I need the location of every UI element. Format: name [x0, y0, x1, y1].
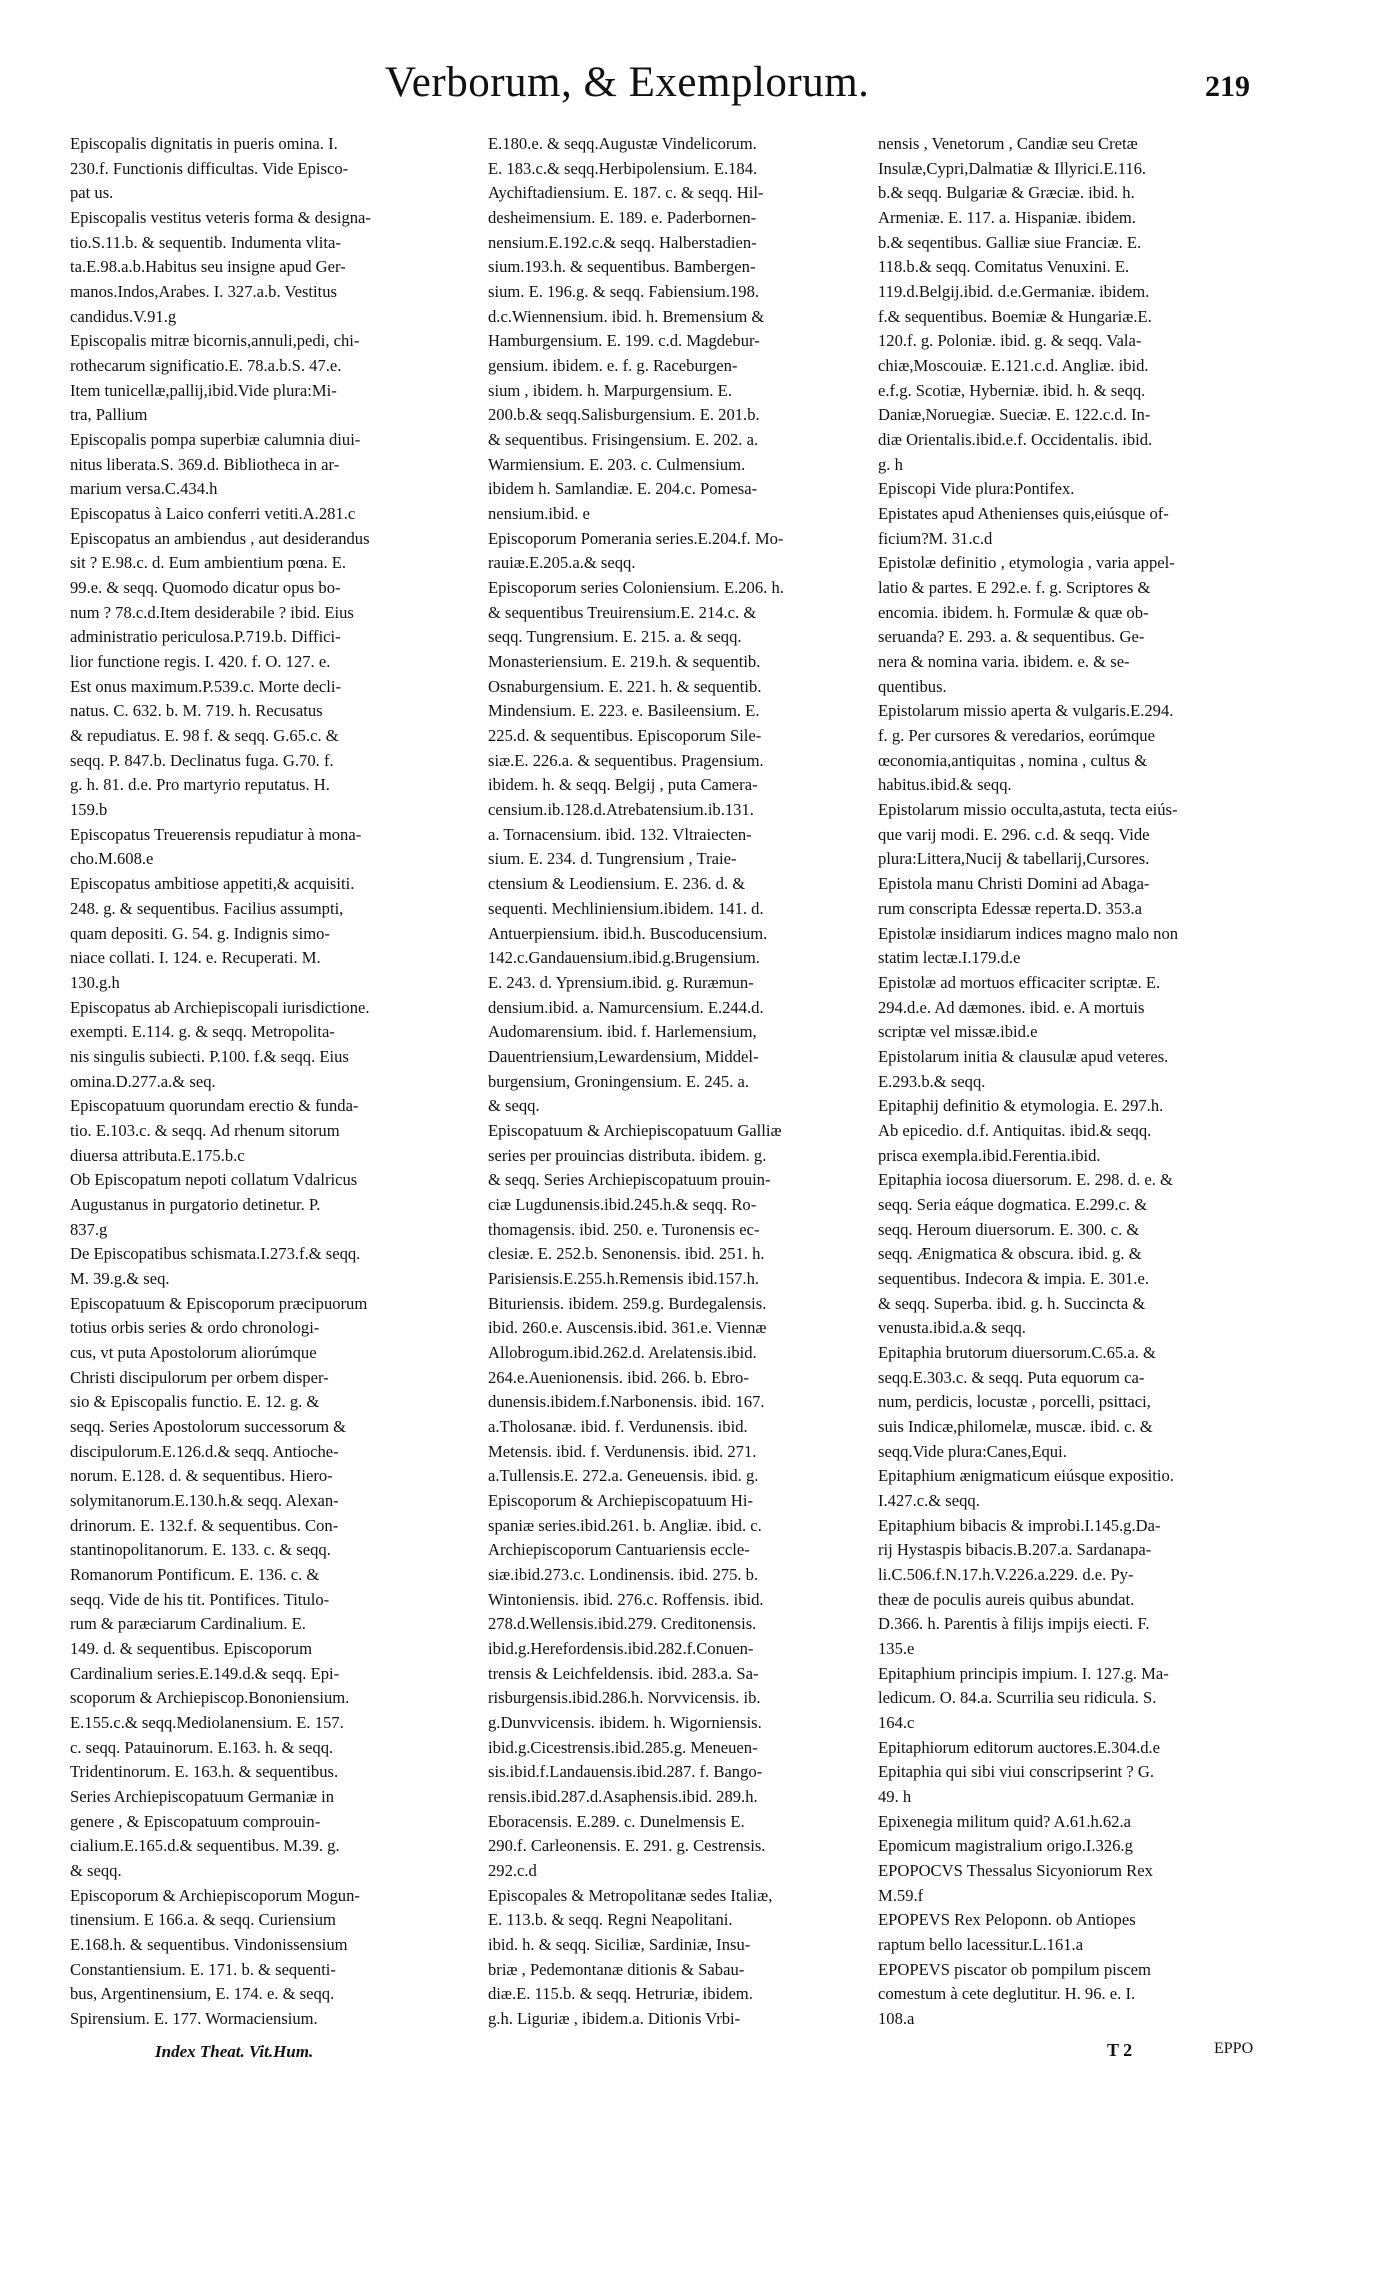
- index-line: ibid. 260.e. Auscensis.ibid. 361.e. Viennæ: [488, 1318, 767, 1338]
- index-line: Episcoporum & Archiepiscoporum Mogun-: [70, 1885, 360, 1905]
- index-line: Ab epicedio. d.f. Antiquitas. ibid.& seqq.: [878, 1120, 1152, 1140]
- index-line: burgensium, Groningensium. E. 245. a.: [488, 1071, 750, 1091]
- index-line: Monasteriensium. E. 219.h. & sequentib.: [488, 652, 761, 672]
- index-line: 119.d.Belgij.ibid. d.e.Germaniæ. ibidem.: [878, 282, 1150, 302]
- index-line: rauiæ.E.205.a.& seqq.: [488, 553, 636, 573]
- index-line: g.h. Liguriæ , ibidem.a. Ditionis Vrbi-: [488, 2009, 741, 2029]
- index-line: densium.ibid. a. Namurcensium. E.244.d.: [488, 997, 764, 1017]
- index-line: M.59.f: [878, 1885, 924, 1905]
- index-line: tio.S.11.b. & sequentib. Indumenta vlita-: [70, 232, 341, 252]
- index-line: f.& sequentibus. Boemiæ & Hungariæ.E.: [878, 306, 1152, 326]
- index-line: g. h: [878, 454, 903, 474]
- index-line: marium versa.C.434.h: [70, 479, 218, 499]
- index-line: tio. E.103.c. & seqq. Ad rhenum sitorum: [70, 1120, 340, 1140]
- index-line: 230.f. Functionis difficultas. Vide Episco-: [70, 158, 349, 178]
- index-line: series per prouincias distributa. ibidem. g.: [488, 1145, 767, 1165]
- index-line: & sequentibus Treuirensium.E. 214.c. &: [488, 602, 757, 622]
- index-line: ctensium & Leodiensium. E. 236. d. &: [488, 874, 746, 894]
- index-line: 130.g.h: [70, 972, 120, 992]
- index-line: ficium?M. 31.c.d: [878, 528, 993, 548]
- index-line: 248. g. & sequentibus. Facilius assumpti,: [70, 898, 344, 918]
- index-line: Warmiensium. E. 203. c. Culmensium.: [488, 454, 746, 474]
- index-line: stantinopolitanorum. E. 133. c. & seqq.: [70, 1540, 331, 1560]
- index-line: 120.f. g. Poloniæ. ibid. g. & seqq. Vala-: [878, 331, 1142, 351]
- index-line: Epitaphium ænigmaticum eiúsque expositio.: [878, 1466, 1174, 1486]
- index-line: Augustanus in purgatorio detinetur. P.: [70, 1194, 321, 1214]
- index-line: nensis , Venetorum , Candiæ seu Cretæ: [878, 134, 1138, 153]
- index-line: 149. d. & sequentibus. Episcoporum: [70, 1638, 312, 1658]
- index-line: c. seqq. Patauinorum. E.163. h. & seqq.: [70, 1737, 334, 1757]
- index-line: D.366. h. Parentis à filijs impijs eiecti. F.: [878, 1614, 1150, 1634]
- index-line: rensis.ibid.287.d.Asaphensis.ibid. 289.h.: [488, 1787, 758, 1807]
- index-line: Osnaburgensium. E. 221. h. & sequentib.: [488, 676, 762, 696]
- index-line: Item tunicellæ,pallij,ibid.Vide plura:Mi-: [70, 380, 337, 400]
- index-line: & seqq. Superba. ibid. g. h. Succincta &: [878, 1293, 1146, 1313]
- index-line: diuersa attributa.E.175.b.c: [70, 1145, 245, 1165]
- index-line: natus. C. 632. b. M. 719. h. Recusatus: [70, 701, 323, 721]
- index-line: quam depositi. G. 54. g. Indignis simo-: [70, 923, 330, 943]
- index-line: Antuerpiensium. ibid.h. Buscoducensium.: [488, 923, 768, 943]
- index-line: Episcopatuum & Archiepiscopatuum Galliæ: [488, 1120, 782, 1140]
- index-line: li.C.506.f.N.17.h.V.226.a.229. d.e. Py-: [878, 1564, 1134, 1584]
- index-line: E.155.c.& seqq.Mediolanensium. E. 157.: [70, 1713, 344, 1732]
- page-number: 219: [1205, 70, 1250, 103]
- index-line: sio & Episcopalis functio. E. 12. g. &: [70, 1392, 320, 1412]
- index-line: seqq. Vide de his tit. Pontifices. Titulo-: [70, 1589, 330, 1609]
- index-line: candidus.V.91.g: [70, 306, 177, 326]
- index-line: sium , ibidem. h. Marpurgensium. E.: [488, 380, 732, 400]
- index-line: sis.ibid.f.Landauensis.ibid.287. f. Bango-: [488, 1762, 763, 1782]
- index-line: cialium.E.165.d.& sequentibus. M.39. g.: [70, 1836, 340, 1856]
- index-line: 837.g: [70, 1219, 108, 1239]
- running-title: Verborum, & Exemplorum.: [385, 59, 870, 106]
- index-line: Epitaphium principis impium. I. 127.g. Ma-: [878, 1663, 1169, 1683]
- index-line: seqq. Series Apostolorum successorum &: [70, 1416, 347, 1436]
- index-line: sium.193.h. & sequentibus. Bambergen-: [488, 257, 756, 277]
- index-line: encomia. ibidem. h. Formulæ & quæ ob-: [878, 602, 1149, 622]
- index-line: & seqq.: [488, 1096, 540, 1116]
- index-line: 200.b.& seqq.Salisburgensium. E. 201.b.: [488, 405, 760, 425]
- index-line: Episcoporum Pomerania series.E.204.f. Mo-: [488, 528, 784, 548]
- index-line: Epistolæ insidiarum indices magno malo non: [878, 923, 1179, 943]
- index-line: seqq. Seria eáque dogmatica. E.299.c. &: [878, 1194, 1148, 1214]
- index-line: drinorum. E. 132.f. & sequentibus. Con-: [70, 1515, 339, 1535]
- index-line: Metensis. ibid. f. Verdunensis. ibid. 271.: [488, 1441, 757, 1461]
- index-line: Epistates apud Athenienses quis,eiúsque of-: [878, 504, 1169, 524]
- index-line: genere , & Episcopatuum comprouin-: [70, 1811, 321, 1831]
- index-line: num ? 78.c.d.Item desiderabile ? ibid. Eius: [70, 602, 354, 622]
- index-line: Epistola manu Christi Domini ad Abaga-: [878, 874, 1150, 894]
- index-line: sium. E. 196.g. & seqq. Fabiensium.198.: [488, 282, 760, 302]
- index-line: Spirensium. E. 177. Wormaciensium.: [70, 2009, 318, 2029]
- index-column-2: [488, 132, 854, 2032]
- index-line: Constantiensium. E. 171. b. & sequenti-: [70, 1959, 336, 1979]
- index-line: comestum à cete deglutitur. H. 96. e. I.: [878, 1984, 1136, 2004]
- index-line: sium. E. 234. d. Tungrensium , Traie-: [488, 849, 737, 869]
- book-title-footer: Index Theat. Vit.Hum.: [155, 2042, 314, 2061]
- index-line: EPOPOCVS Thessalus Sicyoniorum Rex: [878, 1861, 1153, 1881]
- index-line: Epitaphij definitio & etymologia. E. 297.h.: [878, 1096, 1164, 1116]
- index-line: Romanorum Pontificum. E. 136. c. &: [70, 1564, 320, 1584]
- index-line: Allobrogum.ibid.262.d. Arelatensis.ibid.: [488, 1342, 757, 1362]
- index-line: & repudiatus. E. 98 f. & seqq. G.65.c. &: [70, 726, 339, 746]
- index-line: ciæ Lugdunensis.ibid.245.h.& seqq. Ro-: [488, 1194, 757, 1214]
- index-line: Cardinalium series.E.149.d.& seqq. Epi-: [70, 1663, 340, 1683]
- index-line: nitus liberata.S. 369.d. Bibliotheca in ar-: [70, 454, 340, 474]
- index-line: Eboracensis. E.289. c. Dunelmensis E.: [488, 1811, 745, 1831]
- index-line: sit ? E.98.c. d. Eum ambientium pœna. E.: [70, 553, 347, 573]
- index-line: & seqq. Series Archiepiscopatuum prouin-: [488, 1170, 771, 1190]
- index-line: Episcopatus an ambiendus , aut desiderandus: [70, 528, 370, 548]
- index-line: Episcopatus Treuerensis repudiatur à mona-: [70, 824, 362, 844]
- index-line: nera & nomina varia. ibidem. e. & se-: [878, 652, 1130, 672]
- index-line: administratio periculosa.P.719.b. Diffici-: [70, 627, 341, 647]
- index-line: 290.f. Carleonensis. E. 291. g. Cestrensis.: [488, 1836, 766, 1856]
- index-line: seqq. Ænigmatica & obscura. ibid. g. &: [878, 1244, 1142, 1264]
- index-line: I.427.c.& seqq.: [878, 1490, 980, 1510]
- index-line: Christi discipulorum per orbem disper-: [70, 1367, 329, 1387]
- index-line: 164.c: [878, 1713, 915, 1732]
- index-line: 159.b: [70, 800, 108, 820]
- index-line: E.180.e. & seqq.Augustæ Vindelicorum.: [488, 134, 757, 153]
- index-line: ibid.g.Cicestrensis.ibid.285.g. Meneuen-: [488, 1737, 758, 1757]
- index-line: Dauentriensium,Lewardensium, Middel-: [488, 1046, 759, 1066]
- index-line: plura:Littera,Nucij & tabellarij,Cursores.: [878, 849, 1150, 869]
- index-line: scoporum & Archiepiscop.Bononiensium.: [70, 1688, 350, 1708]
- index-line: habitus.ibid.& seqq.: [878, 775, 1012, 795]
- index-line: nensium.ibid. e: [488, 504, 590, 524]
- index-line: scriptæ vel missæ.ibid.e: [878, 1022, 1038, 1042]
- index-line: Epitaphia qui sibi viui conscripserint ? G.: [878, 1762, 1155, 1782]
- index-line: sequentibus. Indecora & impia. E. 301.e.: [878, 1268, 1149, 1288]
- index-line: Epitaphiorum editorum auctores.E.304.d.e: [878, 1737, 1161, 1757]
- index-line: E. 113.b. & seqq. Regni Neapolitani.: [488, 1910, 733, 1930]
- index-line: discipulorum.E.126.d.& seqq. Antioche-: [70, 1441, 339, 1461]
- index-line: Episcopalis mitræ bicornis,annuli,pedi, chi-: [70, 331, 360, 351]
- index-line: ibid.g.Herefordensis.ibid.282.f.Conuen-: [488, 1638, 754, 1658]
- index-line: manos.Indos,Arabes. I. 327.a.b. Vestitus: [70, 282, 338, 302]
- index-line: Episcopatus ambitiose appetiti,& acquisiti.: [70, 874, 355, 894]
- index-line: Bituriensis. ibidem. 259.g. Burdegalensis.: [488, 1293, 767, 1313]
- index-line: Episcopalis vestitus veteris forma & designa-: [70, 208, 371, 228]
- index-line: & seqq.: [70, 1861, 122, 1881]
- index-line: 142.c.Gandauensium.ibid.g.Brugensium.: [488, 948, 760, 968]
- index-line: œconomia,antiquitas , nomina , cultus &: [878, 750, 1148, 770]
- index-line: norum. E.128. d. & sequentibus. Hiero-: [70, 1466, 333, 1486]
- index-line: Archiepiscoporum Cantuariensis eccle-: [488, 1540, 750, 1560]
- index-line: tinensium. E 166.a. & seqq. Curiensium: [70, 1910, 336, 1930]
- index-line: E.168.h. & sequentibus. Vindonissensium: [70, 1935, 348, 1955]
- index-line: a.Tholosanæ. ibid. f. Verdunensis. ibid.: [488, 1416, 748, 1436]
- index-column-1: [70, 132, 430, 2032]
- index-line: latio & partes. E 292.e. f. g. Scriptores &: [878, 578, 1151, 598]
- index-line: 135.e: [878, 1638, 915, 1658]
- index-line: ledicum. O. 84.a. Scurrilia seu ridicula. S.: [878, 1688, 1157, 1708]
- index-line: thomagensis. ibid. 250. e. Turonensis ec-: [488, 1219, 760, 1239]
- index-line: e.f.g. Scotiæ, Hyberniæ. ibid. h. & seqq.: [878, 380, 1146, 400]
- index-line: b.& seqq. Bulgariæ & Græciæ. ibid. h.: [878, 183, 1135, 203]
- index-line: num, perdicis, locustæ , porcelli, psittaci,: [878, 1392, 1151, 1412]
- index-line: Wintoniensis. ibid. 276.c. Roffensis. ibid.: [488, 1589, 764, 1609]
- index-line: Parisiensis.E.255.h.Remensis ibid.157.h.: [488, 1268, 760, 1288]
- index-line: Episcopalis dignitatis in pueris omina. I.: [70, 134, 338, 153]
- index-line: rij Hystaspis bibacis.B.207.a. Sardanapa-: [878, 1540, 1152, 1560]
- index-line: pat us.: [70, 183, 114, 203]
- index-line: niace collati. I. 124. e. Recuperati. M.: [70, 948, 321, 968]
- index-line: Episcopatuum quorundam erectio & funda-: [70, 1096, 359, 1116]
- index-line: E. 183.c.& seqq.Herbipolensium. E.184.: [488, 158, 758, 178]
- index-line: 294.d.e. Ad dæmones. ibid. e. A mortuis: [878, 997, 1145, 1017]
- index-line: desheimensium. E. 189. e. Paderbornen-: [488, 208, 757, 228]
- index-line: Epixenegia militum quid? A.61.h.62.a: [878, 1811, 1132, 1831]
- index-line: 292.c.d: [488, 1861, 537, 1881]
- index-line: cus, vt puta Apostolorum aliorúmque: [70, 1342, 317, 1362]
- index-line: seqq. Tungrensium. E. 215. a. & seqq.: [488, 627, 742, 647]
- index-line: venusta.ibid.a.& seqq.: [878, 1318, 1026, 1338]
- index-line: Mindensium. E. 223. e. Basileensium. E.: [488, 701, 760, 721]
- index-line: EPOPEVS Rex Peloponn. ob Antiopes: [878, 1910, 1136, 1930]
- index-line: Epomicum magistralium origo.I.326.g: [878, 1836, 1133, 1856]
- index-line: Episcopatus ab Archiepiscopali iurisdictione.: [70, 997, 370, 1017]
- index-line: f. g. Per cursores & veredarios, eorúmque: [878, 726, 1155, 746]
- index-line: rum & paræciarum Cardinalium. E.: [70, 1614, 306, 1634]
- index-line: 99.e. & seqq. Quomodo dicatur opus bo-: [70, 578, 341, 598]
- index-line: Episcopi Vide plura:Pontifex.: [878, 479, 1075, 499]
- index-line: solymitanorum.E.130.h.& seqq. Alexan-: [70, 1490, 339, 1510]
- index-line: b.& seqentibus. Galliæ siue Franciæ. E.: [878, 232, 1142, 252]
- index-line: que varij modi. E. 296. c.d. & seqq. Vide: [878, 824, 1150, 844]
- index-line: bus, Argentinensium, E. 174. e. & seqq.: [70, 1984, 335, 2004]
- index-line: suis Indicæ,philomelæ, muscæ. ibid. c. &: [878, 1416, 1153, 1436]
- index-line: nis singulis subiecti. P.100. f.& seqq. Eius: [70, 1046, 349, 1066]
- index-line: Episcopales & Metropolitanæ sedes Italiæ,: [488, 1885, 773, 1905]
- index-column-3: [878, 132, 1248, 2032]
- index-line: 108.a: [878, 2009, 915, 2029]
- index-line: totius orbis series & ordo chronologi-: [70, 1318, 320, 1338]
- index-line: Epistolæ ad mortuos efficaciter scriptæ. E.: [878, 972, 1161, 992]
- index-line: nensium.E.192.c.& seqq. Halberstadien-: [488, 232, 757, 252]
- index-line: E.293.b.& seqq.: [878, 1071, 986, 1091]
- index-line: Epitaphia brutorum diuersorum.C.65.a. &: [878, 1342, 1156, 1362]
- index-line: Epitaphia iocosa diuersorum. E. 298. d. e. &: [878, 1170, 1173, 1190]
- index-line: seqq.Vide plura:Canes,Equi.: [878, 1441, 1067, 1461]
- index-line: trensis & Leichfeldensis. ibid. 283.a. Sa-: [488, 1663, 759, 1683]
- index-line: & sequentibus. Frisingensium. E. 202. a.: [488, 430, 759, 450]
- index-line: risburgensis.ibid.286.h. Norvvicensis. ib.: [488, 1688, 761, 1708]
- index-line: rothecarum significatio.E. 78.a.b.S. 47.e.: [70, 356, 342, 376]
- index-line: g.Dunvvicensis. ibidem. h. Wigorniensis.: [488, 1713, 762, 1732]
- index-line: gensium. ibidem. e. f. g. Raceburgen-: [488, 356, 738, 376]
- index-line: seqq. P. 847.b. Declinatus fuga. G.70. f.: [70, 750, 334, 770]
- index-line: Epistolæ definitio , etymologia , varia appel-: [878, 553, 1175, 573]
- index-line: Episcopatus à Laico conferri vetiti.A.281.c: [70, 504, 356, 524]
- index-line: exempti. E.114. g. & seqq. Metropolita-: [70, 1022, 335, 1042]
- index-line: dunensis.ibidem.f.Narbonensis. ibid. 167.: [488, 1392, 765, 1412]
- index-line: De Episcopatibus schismata.I.273.f.& seqq.: [70, 1244, 361, 1264]
- index-line: 278.d.Wellensis.ibid.279. Creditonensis.: [488, 1614, 757, 1634]
- index-line: E. 243. d. Yprensium.ibid. g. Ruræmun-: [488, 972, 754, 992]
- index-line: seruanda? E. 293. a. & sequentibus. Ge-: [878, 627, 1145, 647]
- index-line: Series Archiepiscopatuum Germaniæ in: [70, 1787, 335, 1807]
- index-line: Daniæ,Noruegiæ. Sueciæ. E. 122.c.d. In-: [878, 405, 1151, 425]
- index-line: Episcopalis pompa superbiæ calumnia diui-: [70, 430, 361, 450]
- index-line: diæ.E. 115.b. & seqq. Hetruriæ, ibidem.: [488, 1984, 753, 2004]
- index-line: ta.E.98.a.b.Habitus seu insigne apud Ger-: [70, 257, 346, 277]
- index-line: Est onus maximum.P.539.c. Morte decli-: [70, 676, 342, 696]
- index-line: Epistolarum missio aperta & vulgaris.E.294.: [878, 701, 1174, 721]
- index-line: briæ , Pedemontanæ ditionis & Sabau-: [488, 1959, 745, 1979]
- catchword: EPPO: [1214, 2040, 1254, 2057]
- index-line: Epitaphium bibacis & improbi.I.145.g.Da-: [878, 1515, 1161, 1535]
- index-line: 225.d. & sequentibus. Episcoporum Sile-: [488, 726, 762, 746]
- index-line: censium.ib.128.d.Atrebatensium.ib.131.: [488, 800, 754, 820]
- index-line: Episcoporum series Coloniensium. E.206. h.: [488, 578, 784, 598]
- index-line: d.c.Wiennensium. ibid. h. Bremensium &: [488, 306, 765, 326]
- index-line: chiæ,Moscouiæ. E.121.c.d. Angliæ. ibid.: [878, 356, 1149, 376]
- index-line: Ob Episcopatum nepoti collatum Vdalricus: [70, 1170, 358, 1190]
- page-header: [0, 58, 1399, 118]
- index-line: siæ.ibid.273.c. Londinensis. ibid. 275. b.: [488, 1564, 759, 1584]
- index-line: siæ.E. 226.a. & sequentibus. Pragensium.: [488, 750, 764, 770]
- index-line: omina.D.277.a.& seq.: [70, 1071, 216, 1091]
- index-line: Episcopatuum & Episcoporum præcipuorum: [70, 1293, 368, 1313]
- index-line: quentibus.: [878, 676, 947, 696]
- index-line: Epistolarum missio occulta,astuta, tecta eiús-: [878, 800, 1178, 820]
- index-line: Aychiftadiensium. E. 187. c. & seqq. Hil-: [488, 183, 764, 203]
- index-line: seqq. Heroum diuersorum. E. 300. c. &: [878, 1219, 1140, 1239]
- index-line: clesiæ. E. 252.b. Senonensis. ibid. 251. h.: [488, 1244, 765, 1264]
- index-line: sequenti. Mechliniensium.ibidem. 141. d.: [488, 898, 764, 918]
- index-line: a.Tullensis.E. 272.a. Geneuensis. ibid. g.: [488, 1466, 759, 1486]
- index-line: g. h. 81. d.e. Pro martyrio reputatus. H.: [70, 775, 330, 795]
- index-line: 49. h: [878, 1787, 912, 1807]
- index-line: lior functione regis. I. 420. f. O. 127. e.: [70, 652, 331, 672]
- index-line: Insulæ,Cypri,Dalmatiæ & Illyrici.E.116.: [878, 158, 1147, 178]
- index-line: rum conscripta Edessæ reperta.D. 353.a: [878, 898, 1143, 918]
- index-line: raptum bello lacessitur.L.161.a: [878, 1935, 1084, 1955]
- index-line: EPOPEVS piscator ob pompilum piscem: [878, 1959, 1151, 1979]
- index-line: seqq.E.303.c. & seqq. Puta equorum ca-: [878, 1367, 1145, 1387]
- index-line: 264.e.Auenionensis. ibid. 266. b. Ebro-: [488, 1367, 749, 1387]
- index-line: tra, Pallium: [70, 405, 148, 425]
- index-line: ibidem h. Samlandiæ. E. 204.c. Pomesa-: [488, 479, 758, 499]
- index-line: Audomarensium. ibid. f. Harlemensium,: [488, 1022, 757, 1042]
- index-line: Tridentinorum. E. 163.h. & sequentibus.: [70, 1762, 339, 1782]
- index-line: Armeniæ. E. 117. a. Hispaniæ. ibidem.: [878, 208, 1136, 228]
- index-line: cho.M.608.e: [70, 849, 154, 869]
- index-line: ibid. h. & seqq. Siciliæ, Sardiniæ, Insu-: [488, 1935, 751, 1955]
- index-line: M. 39.g.& seq.: [70, 1268, 170, 1288]
- index-line: Episcoporum & Archiepiscopatuum Hi-: [488, 1490, 753, 1510]
- index-line: statim lectæ.I.179.d.e: [878, 948, 1021, 968]
- index-line: diæ Orientalis.ibid.e.f. Occidentalis. ibid.: [878, 430, 1153, 450]
- index-line: ibidem. h. & seqq. Belgij , puta Camera-: [488, 775, 758, 795]
- index-line: spaniæ series.ibid.261. b. Angliæ. ibid. c.: [488, 1515, 762, 1535]
- signature-mark: T 2: [1107, 2040, 1133, 2060]
- index-line: Hamburgensium. E. 199. c.d. Magdebur-: [488, 331, 760, 351]
- index-line: Epistolarum initia & clausulæ apud veteres.: [878, 1046, 1169, 1066]
- index-line: 118.b.& seqq. Comitatus Venuxini. E.: [878, 257, 1130, 277]
- index-line: prisca exempla.ibid.Ferentia.ibid.: [878, 1145, 1101, 1165]
- index-line: a. Tornacensium. ibid. 132. Vltraiecten-: [488, 824, 752, 844]
- index-line: theæ de poculis aureis quibus abundat.: [878, 1589, 1135, 1609]
